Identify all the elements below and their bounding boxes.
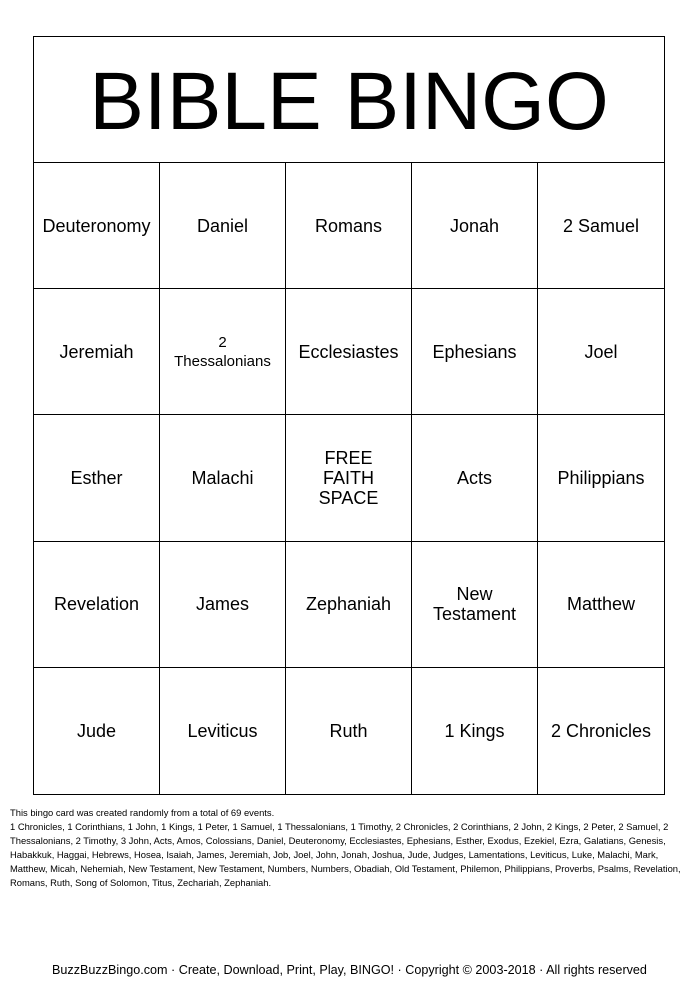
bingo-cell[interactable]: New Testament	[412, 542, 538, 668]
bingo-cell[interactable]: 2 Chronicles	[550, 720, 652, 741]
bingo-grid	[34, 163, 664, 794]
bingo-cell[interactable]: Joel	[538, 289, 664, 415]
bingo-cell[interactable]: Jude	[34, 668, 160, 794]
bingo-cell[interactable]: Ephesians	[412, 289, 538, 415]
bingo-cell[interactable]: James	[160, 542, 286, 668]
bingo-cell[interactable]: Acts	[412, 415, 538, 541]
bingo-cell[interactable]: Leviticus	[160, 668, 286, 794]
bingo-cell[interactable]: Ecclesiastes	[286, 289, 412, 415]
card-info-event-list: 1 Chronicles, 1 Corinthians, 1 John, 1 Kings, 1 Peter, 1 Samuel, 1 Thessalonians, 1 Timothy, 2 Chronicles, 2 Corinthians, 2 John, 2 Kings, 2 Peter, 2 Samuel, 2 Thessalonians, 2 Timothy, 3 John, Acts, Amos, Colossians, Daniel, Deuteronomy, Ecclesiastes, Ephesians, Esther, Exodus, Ezekiel, Ezra, Galatians, Genesis, Habakkuk, Haggai, Hebrews, Hosea, Isaiah, James, Jeremiah, Job, Joel, John, Jonah, Joshua, Jude, Judges, Lamentations, Leviticus, Luke, Malachi, Mark, Matthew, Micah, Nehemiah, New Testament, New Testament, Numbers, Numbers, Obadiah, Old Testament, Philemon, Philippians, Proverbs, Psalms, Revelation, Romans, Ruth, Song of Solomon, Titus, Zechariah, Zephaniah.	[10, 821, 681, 888]
bingo-cell[interactable]: Romans	[286, 163, 412, 289]
bingo-cell[interactable]: Deuteronomy	[34, 163, 160, 289]
bingo-cell[interactable]: 1 Kings	[412, 668, 538, 794]
bingo-cell[interactable]: Daniel	[160, 163, 286, 289]
bingo-cell[interactable]: Jeremiah	[34, 289, 160, 415]
card-info-intro: This bingo card was created randomly from a total of 69 events.	[10, 807, 275, 818]
bingo-cell[interactable]: Esther	[34, 415, 160, 541]
bingo-card	[33, 36, 665, 795]
free-space-cell[interactable]: FREE FAITH SPACE	[286, 415, 412, 541]
bingo-cell[interactable]: Jonah	[412, 163, 538, 289]
bingo-cell[interactable]: Matthew	[538, 542, 664, 668]
bingo-cell[interactable]: Revelation	[34, 542, 160, 668]
card-title: BIBLE BINGO	[34, 37, 664, 163]
footer-copyright: BuzzBuzzBingo.com · Create, Download, Print, Play, BINGO! · Copyright © 2003-2018 · All rights reserved	[52, 963, 647, 977]
bingo-cell[interactable]: Philippians	[538, 415, 664, 541]
bingo-cell[interactable]: Ruth	[286, 668, 412, 794]
bingo-cell[interactable]: 2 Thessalonians	[160, 289, 286, 415]
bingo-cell[interactable]: Malachi	[160, 415, 286, 541]
bingo-cell[interactable]: Zephaniah	[286, 542, 412, 668]
card-info	[10, 806, 690, 890]
bingo-cell[interactable]: 2 Samuel	[538, 163, 664, 289]
